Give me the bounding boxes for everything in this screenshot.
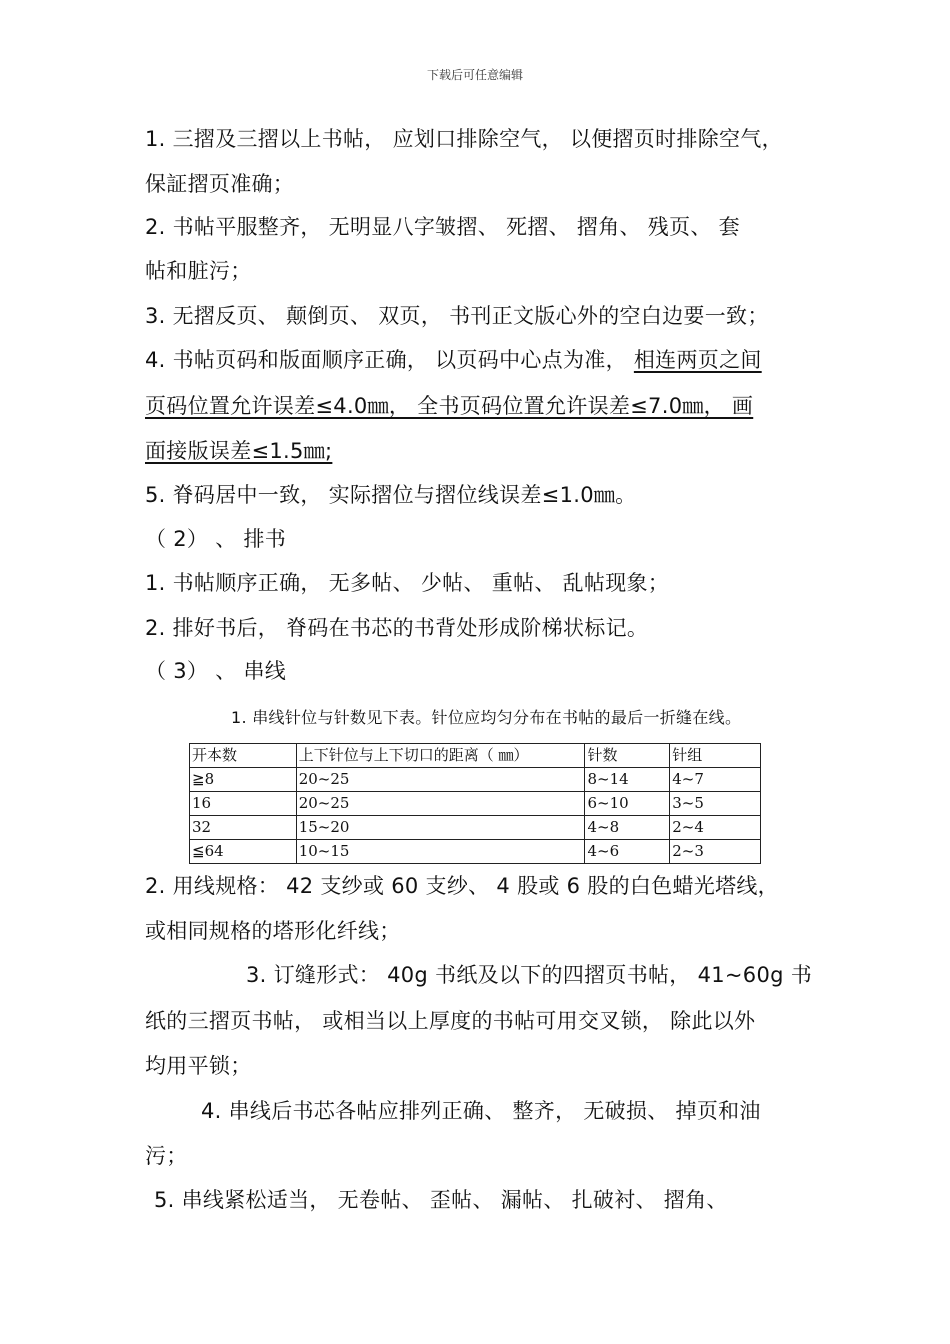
- table-cell: 4~7: [670, 768, 761, 792]
- table-row: [190, 816, 761, 840]
- paragraph-line: 2. 排好书后， 脊码在书芯的书背处形成阶梯状标记。: [145, 616, 649, 640]
- table-cell: 16: [190, 792, 297, 816]
- table-cell: 32: [190, 816, 297, 840]
- paragraph-line: 1. 三摺及三摺以上书帖， 应划口排除空气， 以便摺页时排除空气，: [145, 127, 783, 151]
- table-row: [190, 768, 761, 792]
- section-heading: （ 2） 、 排书: [145, 527, 287, 551]
- table-cell: 15~20: [296, 816, 585, 840]
- paragraph-line: 5. 脊码居中一致， 实际摺位与摺位线误差≤1.0㎜。: [145, 483, 637, 507]
- table-cell: 20~25: [296, 792, 585, 816]
- table-header-cell: 上下针位与上下切口的距离（ ㎜）: [296, 744, 585, 768]
- paragraph-line: 3. 无摺反页、 颠倒页、 双页， 书刊正文版心外的空白边要一致；: [145, 304, 769, 328]
- paragraph-line: 帖和脏污；: [145, 259, 252, 283]
- paragraph-line: 污；: [145, 1144, 188, 1168]
- table-header-cell: 针数: [585, 744, 670, 768]
- paragraph-line: 4. 串线后书芯各帖应排列正确、 整齐， 无破损、 掉页和油: [201, 1099, 761, 1123]
- paragraph-line: 或相同规格的塔形化纤线；: [145, 919, 401, 943]
- table-row: [190, 840, 761, 864]
- table-cell: 2~4: [670, 816, 761, 840]
- underlined-text: 相连两页之间: [633, 348, 762, 372]
- section-heading: （ 3） 、 串线: [145, 659, 287, 683]
- table-cell: ≦64: [190, 840, 297, 864]
- paragraph-line: 保証摺页准确；: [145, 172, 295, 196]
- paragraph-line: 3. 订缝形式： 40g 书纸及以下的四摺页书帖， 41~60g 书: [246, 963, 813, 987]
- paragraph-line: 5. 串线紧松适当， 无卷帖、 歪帖、 漏帖、 扎破衬、 摺角、: [154, 1188, 728, 1212]
- table-header-cell: 开本数: [190, 744, 297, 768]
- line-text: 4. 书帖页码和版面顺序正确， 以页码中心点为准，: [145, 348, 634, 372]
- table-header-row: [190, 744, 761, 768]
- table-header-cell: 针组: [670, 744, 761, 768]
- page-header: 下载后可任意编辑: [426, 68, 523, 82]
- paragraph-line: 1. 书帖顺序正确， 无多帖、 少帖、 重帖、 乱帖现象；: [145, 571, 670, 595]
- table-cell: 10~15: [296, 840, 585, 864]
- paragraph-line: 2. 书帖平服整齐， 无明显八字皱摺、 死摺、 摺角、 残页、 套: [145, 215, 740, 239]
- table-cell: 4~6: [585, 840, 670, 864]
- underlined-line: 页码位置允许误差≤4.0㎜， 全书页码位置允许误差≤7.0㎜， 画: [145, 394, 754, 418]
- table-row: [190, 792, 761, 816]
- table-cell: ≧8: [190, 768, 297, 792]
- table-cell: 4~8: [585, 816, 670, 840]
- needle-spec-table: [189, 743, 761, 864]
- paragraph-line: [145, 347, 762, 373]
- table-cell: 20~25: [296, 768, 585, 792]
- paragraph-line: 纸的三摺页书帖， 或相当以上厚度的书帖可用交叉锁， 除此以外: [145, 1009, 756, 1033]
- table-cell: 6~10: [585, 792, 670, 816]
- table-cell: 8~14: [585, 768, 670, 792]
- paragraph-line: 均用平锁；: [145, 1054, 252, 1078]
- table-cell: 3~5: [670, 792, 761, 816]
- underlined-line: 面接版误差≤1.5㎜;: [145, 439, 333, 463]
- table-caption: 1. 串线针位与针数见下表。针位应均匀分布在书帖的最后一折缝在线。: [231, 708, 742, 727]
- paragraph-line: 2. 用线规格： 42 支纱或 60 支纱、 4 股或 6 股的白色蜡光塔线，: [145, 874, 779, 898]
- table-cell: 2~3: [670, 840, 761, 864]
